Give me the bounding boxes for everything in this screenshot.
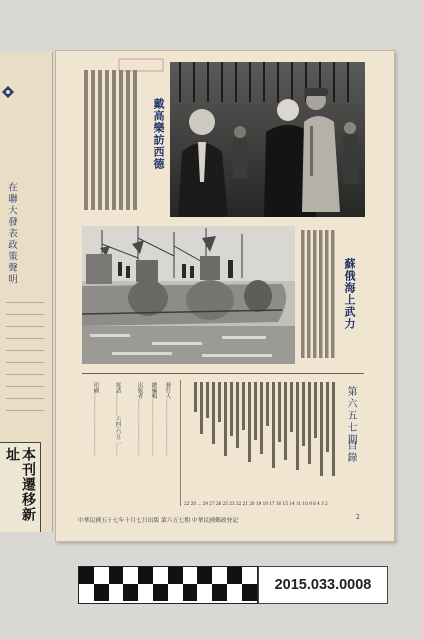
toc-page-numbers: 22 20 ... 29 27 26 25 23 22 21 20 19 18 17 16 15 14 11 10 8 6 4 3 2: [184, 501, 328, 506]
photo-soviet-navy: [82, 226, 295, 364]
colophon-divider: [180, 380, 181, 506]
color-scale-bar: [78, 566, 258, 604]
colophon-editor: 總編輯…………………………: [150, 382, 157, 457]
issue-number: 第六五七期: [345, 386, 356, 446]
naval-article-text: [300, 228, 338, 360]
upper-article-text: [82, 68, 144, 214]
left-facing-page: [0, 52, 53, 532]
relocation-notice-box: [0, 442, 41, 532]
accession-number-label: 2015.033.0008: [258, 566, 388, 604]
colophon-publisher: 發行人…………………………: [164, 382, 171, 457]
page-footer: 中華民國五十七年十月七日出版 第六五七期 中華民國郵政登記: [78, 518, 239, 524]
colophon-printer: 印刷……………………………: [92, 382, 99, 456]
colophon-phone: 電話…………六四六五二……: [114, 382, 121, 457]
photo-de-gaulle-visit: [170, 62, 365, 217]
toc-entries: [184, 380, 338, 498]
colophon-issuer: 出版者…………………………: [136, 382, 143, 457]
page-number: 2: [356, 514, 360, 521]
photo-1-caption: 戴高樂訪西德: [152, 98, 165, 170]
ornament-icon: [2, 86, 14, 98]
toc-heading: [343, 386, 358, 446]
toc-top-rule: [82, 373, 364, 374]
relocation-notice-text: 本刊遷移新址: [4, 447, 36, 522]
photo-2-caption: 蘇俄海上武力: [343, 258, 356, 330]
toc-title: 目錄: [345, 440, 356, 464]
left-page-tagline: 在聯大發表政策聲明: [6, 182, 17, 286]
